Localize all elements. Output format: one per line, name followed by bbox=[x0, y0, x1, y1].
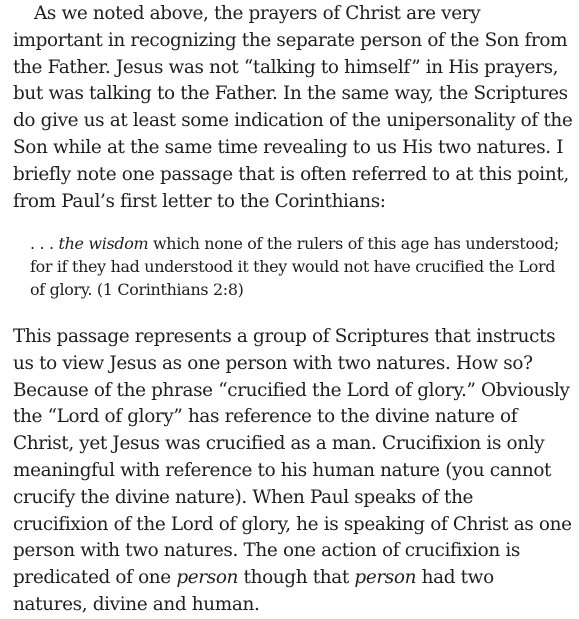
paragraph2-italic-person-1: person bbox=[176, 567, 239, 589]
paragraph2-italic-person-2: person bbox=[354, 567, 417, 589]
paragraph2-text-b: though that bbox=[238, 567, 355, 589]
block-quote-1-corinthians bbox=[30, 232, 570, 302]
paragraph2-text-c: had two natures, divine and human. bbox=[13, 567, 494, 615]
paragraph2-text-a: This passage represents a group of Scriptures that instructs us to view Jesus as one person with two natures. How so? Because of the phrase “crucified the Lord of glory.” Obviously the “Lord of glory” has reference to the divine nature of Christ, yet Jesus was crucified as a man. Crucifixion is only meaningful with reference to his human nature (you cannot crucify the divine nature). When Paul speaks of the crucifixion of the Lord of glory, he is speaking of Christ as one person with two natures. The one action of crucifixion is predicated of one bbox=[13, 326, 572, 589]
paragraph-prayers-of-christ: As we noted above, the prayers of Christ are very important in recognizing the separate person of the Son from the Father. Jesus was not “talking to himself” in His prayers, but was talking to the Father. In the same way, the Scriptures do give us at least some indication of the unipersonality of the Son while at the same time revealing to us His two natures. I briefly note one passage that is often referred to at this point, from Paul’s first letter to the Corinthians: bbox=[13, 3, 573, 212]
paragraph-one-person-two-natures bbox=[13, 324, 573, 619]
quote-ellipsis: . . . bbox=[30, 234, 59, 253]
quote-text: which none of the rulers of this age has understood; for if they had understood it they would not have crucified the Lord of glory. (1 Corinthians 2:8) bbox=[30, 234, 559, 300]
quote-italic-phrase: the wisdom bbox=[58, 234, 149, 253]
